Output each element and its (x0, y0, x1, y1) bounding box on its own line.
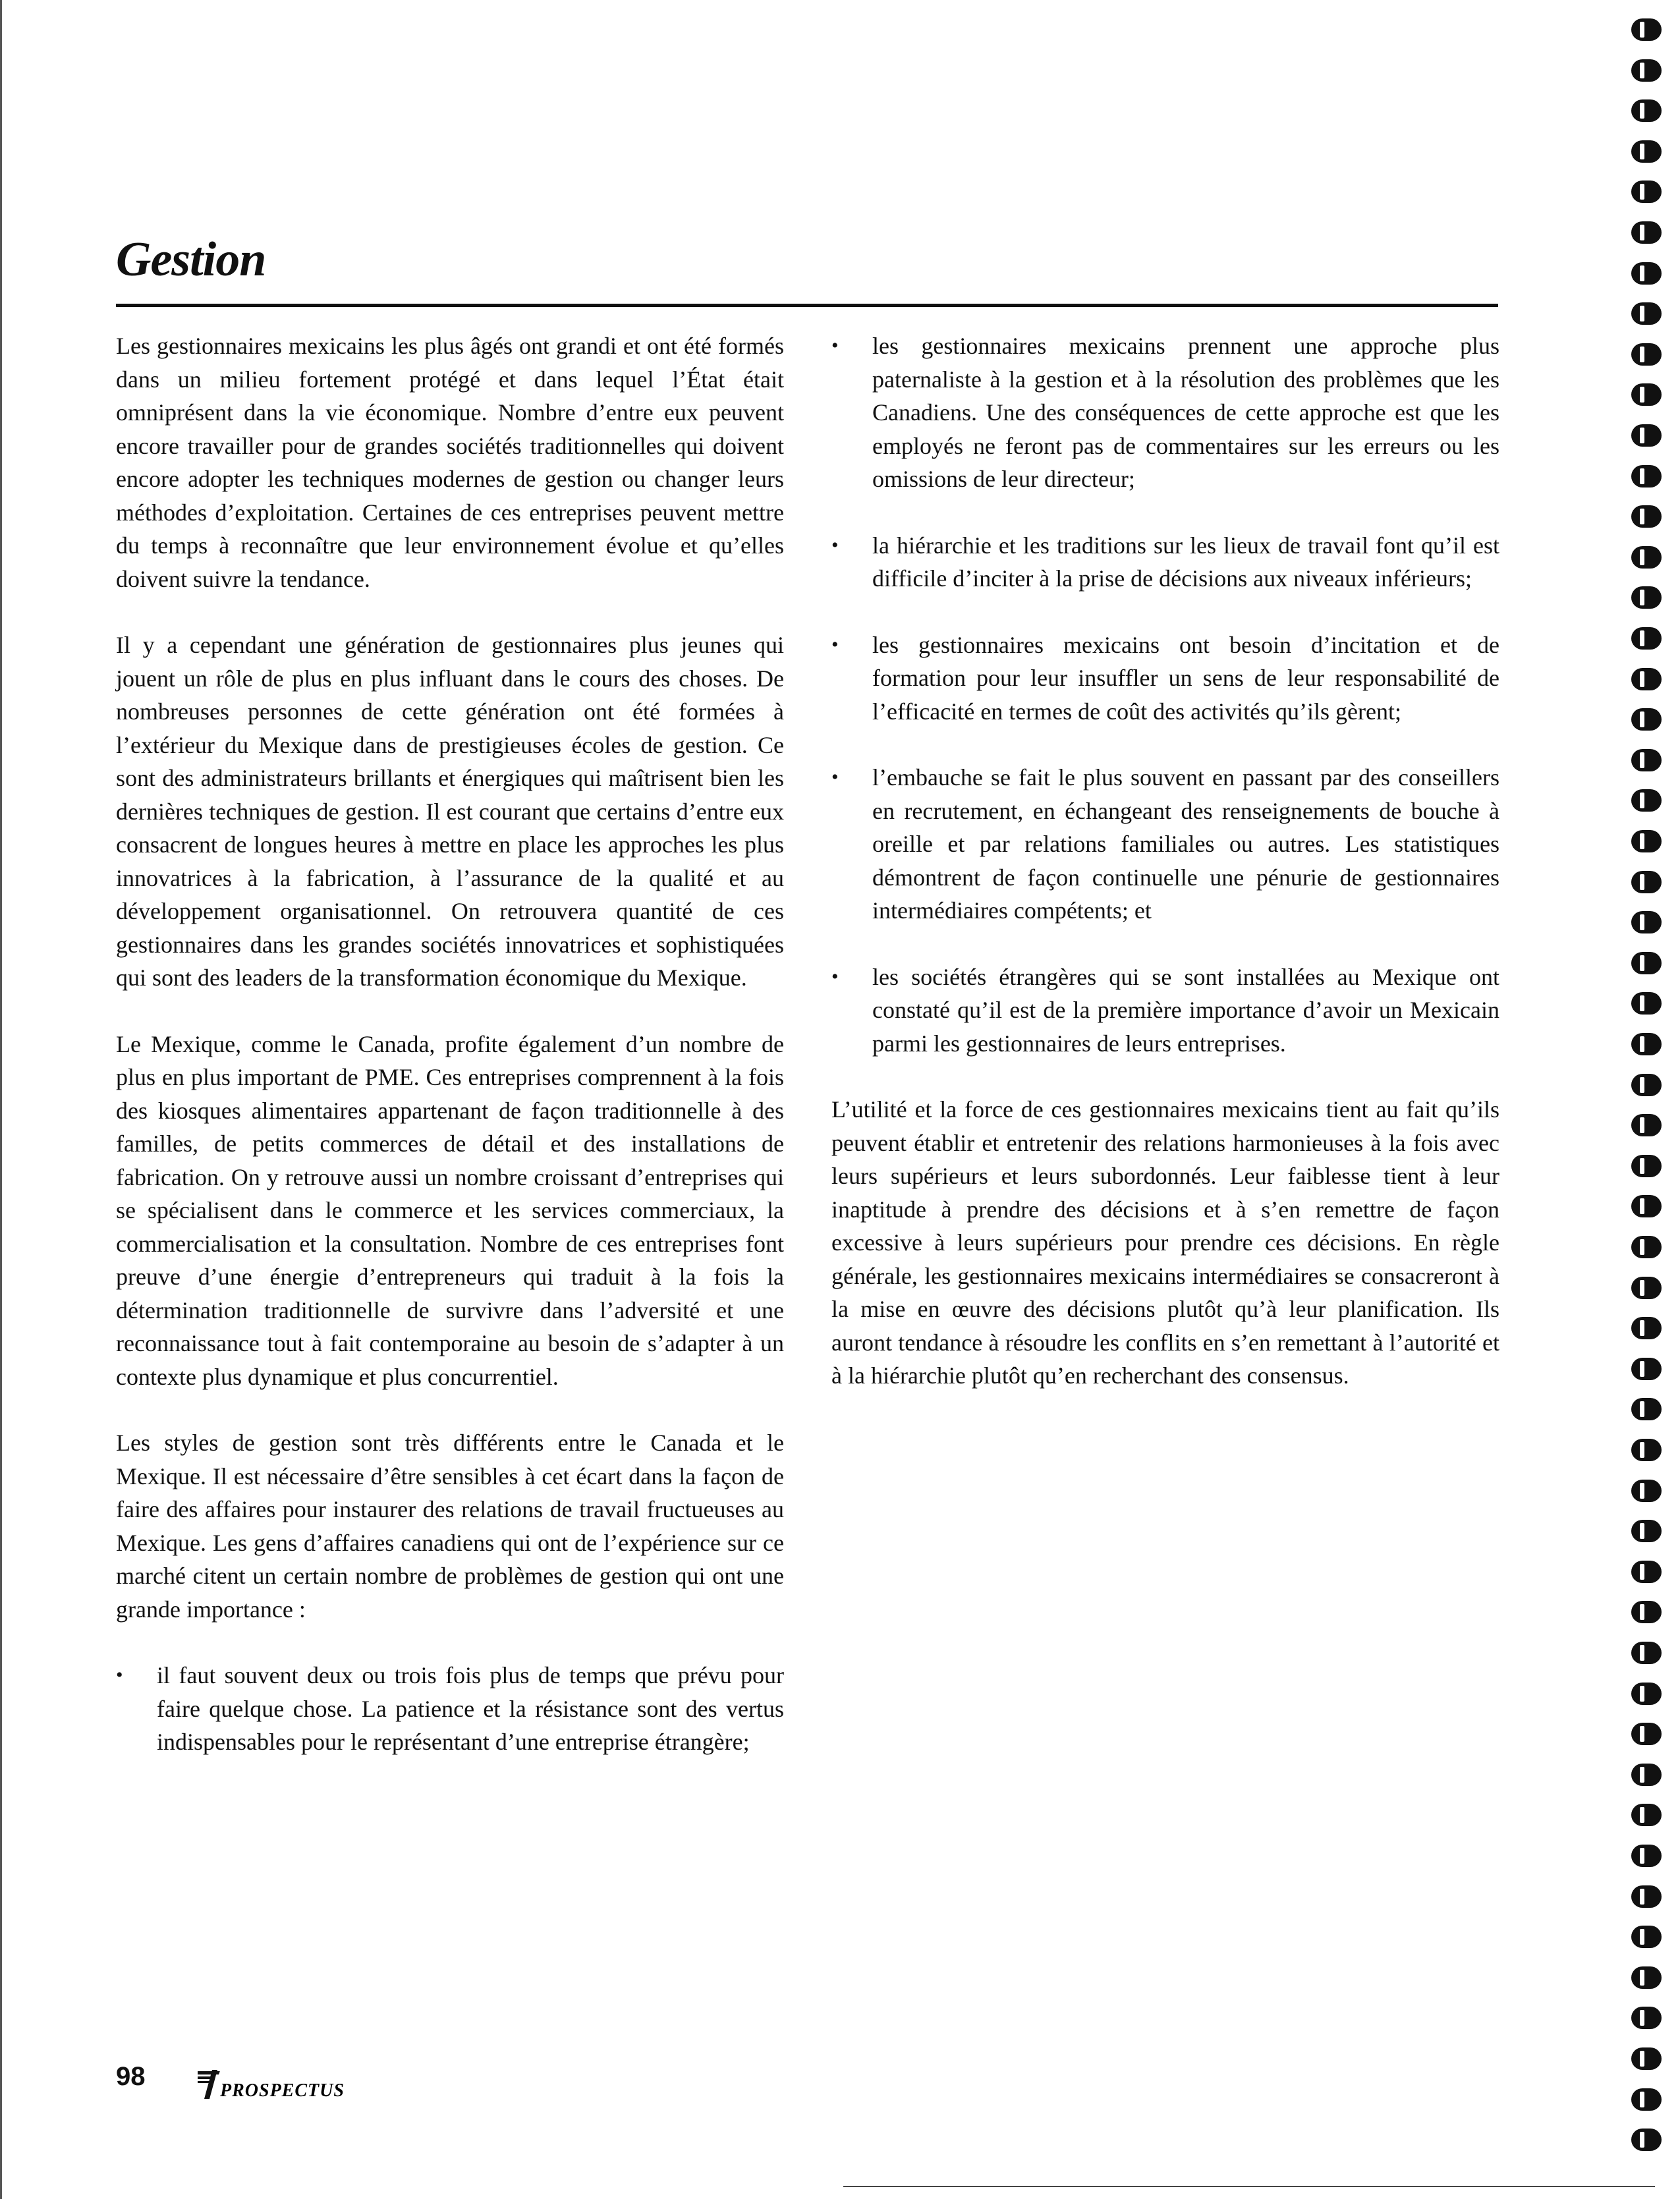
binding-hole-icon (1631, 1439, 1662, 1461)
list-item (831, 960, 1499, 1061)
binding-hole-icon (1631, 302, 1662, 325)
page-number: 98 (116, 2062, 146, 2091)
bullet-icon: • (831, 534, 839, 556)
binding-hole-icon (1631, 2007, 1662, 2029)
binding-hole-icon (1631, 383, 1662, 406)
binding-hole-icon (1631, 546, 1662, 569)
binding-hole-icon (1631, 1764, 1662, 1786)
list-item (831, 628, 1499, 729)
paragraph-management-styles: Les styles de gestion sont très différents entre le Canada et le Mexique. Il est nécessaire d’être sensibles à cet écart dans la façon de faire des affaires pour instaurer des relations de travail fructueuses au Mexique. Les gens d’affaires canadiens qui ont de l’expérience sur ce marché citent un certain nombre de problèmes de gestion qui ont une grande importance : (116, 1430, 784, 1623)
binding-hole-icon (1631, 789, 1662, 812)
prospectus-logo-icon (198, 2067, 356, 2102)
binding-hole-icon (1631, 1317, 1662, 1339)
paragraph-older-managers: Les gestionnaires mexicains les plus âgés ont grandi et ont été formés dans un milieu fortement protégé et dans lequel l’État était omniprésent dans la vie économique. Nombre d’entre eux peuvent encore travailler pour de grandes sociétés traditionnelles qui doivent encore adopter les techniques modernes de gestion ou changer leurs méthodes d’exploitation. Certaines de ces entreprises peuvent mettre du temps à reconnaître que leur environnement évolue et qu’elles doivent suivre la tendance. (116, 333, 784, 592)
binding-hole-icon (1631, 262, 1662, 285)
binding-hole-icon (1631, 2129, 1662, 2151)
binding-hole-icon (1631, 749, 1662, 771)
list-item (831, 761, 1499, 928)
spiral-binding (1631, 18, 1664, 2186)
binding-hole-icon (1631, 505, 1662, 528)
list-item-text: l’embauche se fait le plus souvent en passant par des conseillers en recrutement, en échangeant des renseignements de bouche à oreille et par relations familiales ou autres. Les statistiques démontrent de façon continuelle une pénurie de gestionnaires intermédiaires compétents; et (872, 764, 1499, 924)
logo-text: PROSPECTUS (220, 2080, 345, 2101)
list-item (831, 529, 1499, 596)
binding-hole-icon (1631, 221, 1662, 244)
binding-hole-icon (1631, 1804, 1662, 1826)
binding-hole-icon (1631, 1723, 1662, 1745)
binding-hole-icon (1631, 1114, 1662, 1136)
list-item-text: il faut souvent deux ou trois fois plus de temps que prévu pour faire quelque chose. La patience et la résistance sont des vertus indispensables pour le représentant d’une entreprise étrangère; (157, 1662, 784, 1755)
list-item-text: les sociétés étrangères qui se sont installées au Mexique ont constaté qu’il est de la première importance d’avoir un Mexicain parmi les gestionnaires de leurs entreprises. (872, 963, 1499, 1057)
right-bullet-list (831, 329, 1499, 1060)
binding-hole-icon (1631, 1885, 1662, 1908)
bullet-icon: • (831, 633, 839, 655)
right-column (831, 329, 1499, 1426)
binding-hole-icon (1631, 627, 1662, 650)
list-item-text: les gestionnaires mexicains prennent une approche plus paternaliste à la gestion et à la résolution des problèmes que les Canadiens. Une des conséquences de cette approche est que les employés ne feront pas de commentaires sur les erreurs ou les omissions de leur directeur; (872, 333, 1499, 492)
bullet-icon: • (831, 766, 839, 788)
binding-hole-icon (1631, 181, 1662, 203)
binding-hole-icon (1631, 1845, 1662, 1867)
binding-hole-icon (1631, 1358, 1662, 1380)
binding-hole-icon (1631, 424, 1662, 447)
binding-hole-icon (1631, 99, 1662, 122)
paragraph-younger-generation: Il y a cependant une génération de gestionnaires plus jeunes qui jouent un rôle de plus en plus influant dans le cours des choses. De nombreuses personnes de cette génération ont été formées à l’extérieur du Mexique dans de prestigieuses écoles de gestion. Ce sont des administrateurs brillants et énergiques qui maîtrisent bien les dernières techniques de gestion. Il est courant que certains d’entre eux consacrent de longues heures à mettre en place les approches les plus innovatrices à la fabrication, à l’assurance de la qualité et au développement organisationnel. On retrouvera quantité de ces gestionnaires dans les grandes sociétés innovatrices et sophistiquées qui sont des leaders de la transformation économique du Mexique. (116, 632, 784, 991)
binding-hole-icon (1631, 140, 1662, 163)
binding-hole-icon (1631, 911, 1662, 933)
binding-hole-icon (1631, 1480, 1662, 1502)
binding-hole-icon (1631, 1033, 1662, 1055)
list-item (831, 329, 1499, 496)
binding-hole-icon (1631, 465, 1662, 487)
list-item-text: les gestionnaires mexicains ont besoin d’incitation et de formation pour leur insuffler un sens de leur responsabilité de l’efficacité en termes de coût des activités qu’ils gèrent; (872, 631, 1499, 725)
binding-hole-icon (1631, 1926, 1662, 1948)
binding-hole-icon (1631, 1236, 1662, 1258)
binding-hole-icon (1631, 1561, 1662, 1583)
list-item (116, 1659, 784, 1759)
bullet-icon: • (116, 1664, 123, 1686)
binding-hole-icon (1631, 1520, 1662, 1542)
binding-hole-icon (1631, 992, 1662, 1015)
bullet-icon: • (831, 965, 839, 988)
list-item-text: la hiérarchie et les traditions sur les lieux de travail font qu’il est difficile d’inciter à la prise de décisions aux niveaux inférieurs; (872, 532, 1499, 592)
binding-hole-icon (1631, 1398, 1662, 1420)
prospectus-logo (198, 2067, 356, 2102)
binding-hole-icon (1631, 708, 1662, 731)
page-left-edge (0, 0, 2, 2199)
left-column (116, 329, 784, 1792)
binding-hole-icon (1631, 668, 1662, 690)
binding-hole-icon (1631, 1195, 1662, 1217)
binding-hole-icon (1631, 871, 1662, 893)
binding-hole-icon (1631, 1683, 1662, 1705)
section-title: Gestion (116, 233, 266, 287)
page-bottom-edge (843, 2186, 1655, 2187)
paragraph-strengths-weaknesses: L’utilité et la force de ces gestionnaires mexicains tient au fait qu’ils peuvent établir et entretenir des relations harmonieuses à la fois avec leurs supérieurs et leurs subordonnés. Leur faiblesse tient à leur inaptitude à prendre des décisions et à s’en remettre de façon excessive à leurs supérieurs pour prendre ces décisions. En règle générale, les gestionnaires mexicains intermédiaires se consacreront à la mise en œuvre des décisions plutôt qu’à leur planification. Ils auront tendance à résoudre les conflits en s’en remettant à l’autorité et à la hiérarchie plutôt qu’en recherchant des consensus. (831, 1096, 1499, 1389)
binding-hole-icon (1631, 2047, 1662, 2070)
paragraph-sme: Le Mexique, comme le Canada, profite également d’un nombre de plus en plus important de PME. Ces entreprises comprennent à la fois des kiosques alimentaires appartenant de façon traditionnelle à des familles, de petits commerces de détail et des installations de fabrication. On y retrouve aussi un nombre croissant d’entreprises qui se spécialisent dans le commerce et les services commerciaux, la commercialisation et la consultation. Nombre de ces entreprises font preuve d’une énergie d’entrepreneurs qui traduit à la fois la détermination traditionnelle de survivre dans l’adversité et une reconnaissance tout à fait contemporaine au besoin de s’adapter à un contexte plus dynamique et plus concurrentiel. (116, 1030, 784, 1390)
binding-hole-icon (1631, 952, 1662, 974)
binding-hole-icon (1631, 18, 1662, 41)
binding-hole-icon (1631, 1155, 1662, 1177)
binding-hole-icon (1631, 1074, 1662, 1096)
title-rule (116, 304, 1498, 307)
binding-hole-icon (1631, 2088, 1662, 2111)
left-bullet-list (116, 1659, 784, 1759)
binding-hole-icon (1631, 1966, 1662, 1989)
binding-hole-icon (1631, 343, 1662, 366)
binding-hole-icon (1631, 1277, 1662, 1299)
binding-hole-icon (1631, 586, 1662, 609)
binding-hole-icon (1631, 59, 1662, 82)
binding-hole-icon (1631, 830, 1662, 852)
bullet-icon: • (831, 335, 839, 356)
binding-hole-icon (1631, 1642, 1662, 1664)
binding-hole-icon (1631, 1601, 1662, 1623)
